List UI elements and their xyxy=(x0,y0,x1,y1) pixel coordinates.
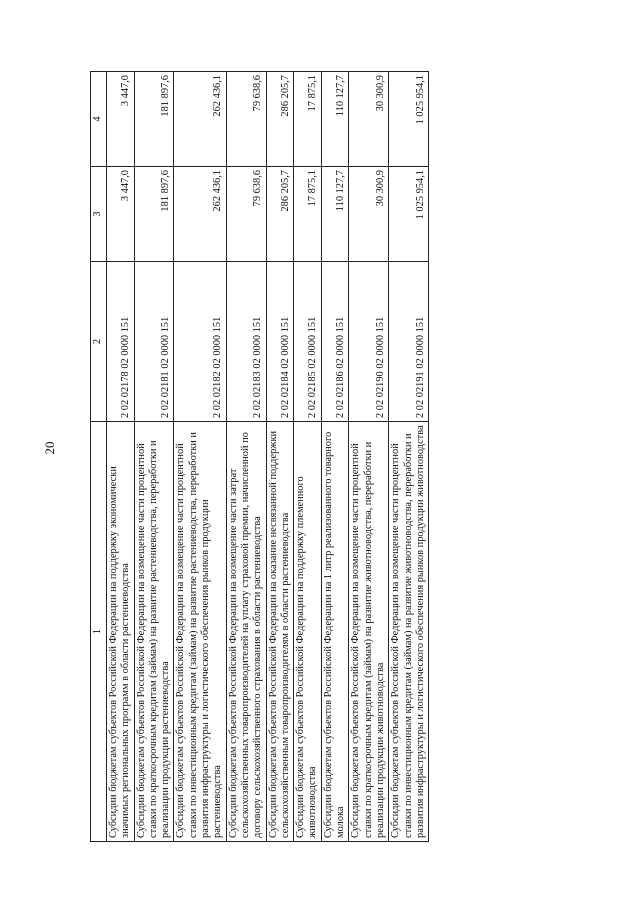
table-row xyxy=(349,72,389,842)
row-value-3: 110 127,7 xyxy=(321,167,349,262)
table-row xyxy=(389,72,429,842)
table-row xyxy=(226,72,266,842)
row-code: 2 02 02191 02 0000 151 xyxy=(389,262,429,422)
table-row xyxy=(107,72,135,842)
row-value-4: 1 025 954,1 xyxy=(389,72,429,167)
header-row xyxy=(91,72,107,842)
row-code: 2 02 02181 02 0000 151 xyxy=(134,262,174,422)
row-code: 2 02 02184 02 0000 151 xyxy=(266,262,294,422)
column-header-3: 3 xyxy=(91,167,107,262)
row-value-4: 110 127,7 xyxy=(321,72,349,167)
row-value-4: 17 875,1 xyxy=(294,72,322,167)
rotated-table-container xyxy=(90,72,514,842)
row-code: 2 02 02185 02 0000 151 xyxy=(294,262,322,422)
row-value-3: 262 436,1 xyxy=(174,167,226,262)
row-value-4: 30 300,9 xyxy=(349,72,389,167)
row-code: 2 02 02186 02 0000 151 xyxy=(321,262,349,422)
column-header-1: 1 xyxy=(91,422,107,842)
row-value-4: 286 205,7 xyxy=(266,72,294,167)
row-value-3: 79 638,6 xyxy=(226,167,266,262)
row-value-3: 17 875,1 xyxy=(294,167,322,262)
row-value-3: 30 300,9 xyxy=(349,167,389,262)
table-row xyxy=(174,72,226,842)
table-row xyxy=(266,72,294,842)
row-description: Субсидии бюджетам субъектов Российской Федерации на поддержку экономически значимых региональных программ в области растениеводства xyxy=(107,422,135,842)
row-description: Субсидии бюджетам субъектов Российской Федерации на возмещение части процентной ставки по инвестиционным кредитам (займам) на развитие животноводства, переработки и развития инфраструктуры и логистического обеспечения рынков продукции животноводства xyxy=(389,422,429,842)
row-description: Субсидии бюджетам субъектов Российской Федерации на возмещение части затрат сельскохозяйственных товаропроизводителей на уплату страховой премии, начисленной по договору сельскохозяйственного страхования в области растениеводства xyxy=(226,422,266,842)
row-description: Субсидии бюджетам субъектов Российской Федерации на оказание несвязанной поддержки сельскохозяйственным товаропроизводителям в области растениеводства xyxy=(266,422,294,842)
column-header-4: 4 xyxy=(91,72,107,167)
row-code: 2 02 02183 02 0000 151 xyxy=(226,262,266,422)
table-row xyxy=(321,72,349,842)
row-value-4: 181 897,6 xyxy=(134,72,174,167)
row-code: 2 02 02190 02 0000 151 xyxy=(349,262,389,422)
row-description: Субсидии бюджетам субъектов Российской Федерации на возмещение части процентной ставки по краткосрочным кредитам (займам) на развитие растениеводства, переработки и реализации продукции растениеводства xyxy=(134,422,174,842)
row-value-4: 3 447,0 xyxy=(107,72,135,167)
row-description: Субсидии бюджетам субъектов Российской Федерации на возмещение части процентной ставки по инвестиционным кредитам (займам) на развитие растениеводства, переработки и развития инфраструктуры и логистического обеспечения рынков продукции растениеводства xyxy=(174,422,226,842)
budget-table xyxy=(90,71,429,842)
column-header-2: 2 xyxy=(91,262,107,422)
row-code: 2 02 02182 02 0000 151 xyxy=(174,262,226,422)
table-row xyxy=(134,72,174,842)
row-description: Субсидии бюджетам субъектов Российской Федерации на возмещение части процентной ставки по краткосрочным кредитам (займам) на развитие животноводства, переработки и реализации продукции животноводства xyxy=(349,422,389,842)
row-value-3: 286 205,7 xyxy=(266,167,294,262)
row-value-4: 262 436,1 xyxy=(174,72,226,167)
row-code: 2 02 02178 02 0000 151 xyxy=(107,262,135,422)
row-value-3: 3 447,0 xyxy=(107,167,135,262)
row-description: Субсидии бюджетам субъектов Российской Федерации на 1 литр реализованного товарного молока xyxy=(321,422,349,842)
row-value-3: 181 897,6 xyxy=(134,167,174,262)
row-description: Субсидии бюджетам субъектов Российской Федерации на поддержку племенного животноводства xyxy=(294,422,322,842)
row-value-4: 79 638,6 xyxy=(226,72,266,167)
table-row xyxy=(294,72,322,842)
row-value-3: 1 025 954,1 xyxy=(389,167,429,262)
page-number: 20 xyxy=(42,441,57,455)
